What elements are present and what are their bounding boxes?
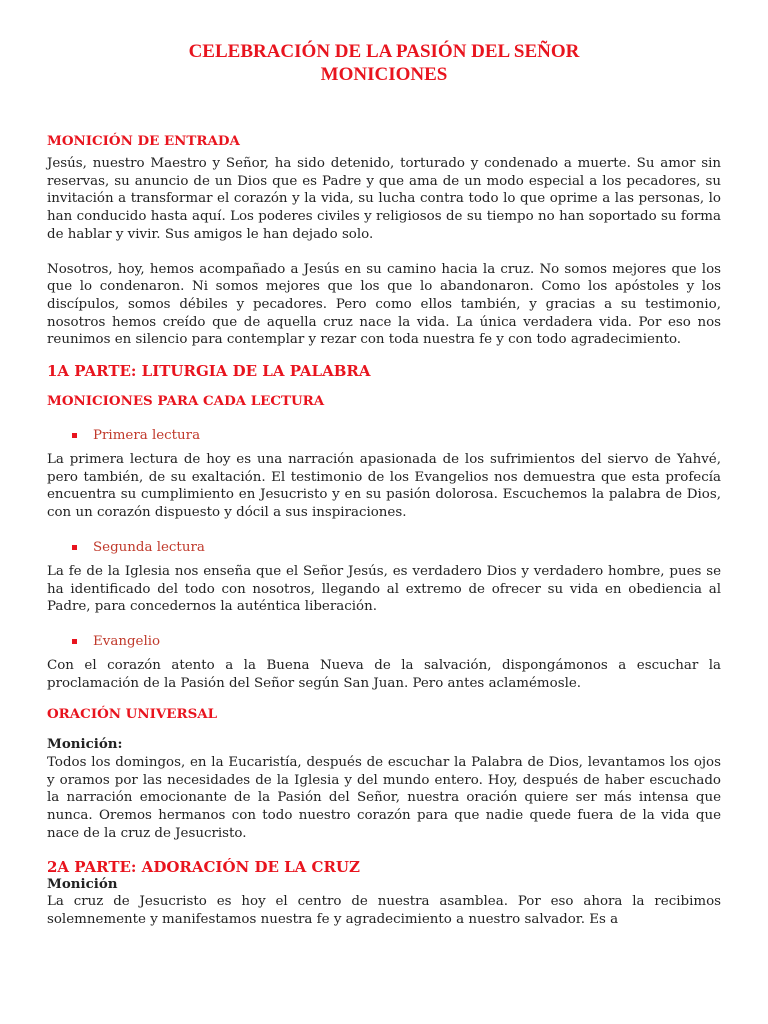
heading-parte-2: 2A PARTE: ADORACIÓN DE LA CRUZ — [47, 857, 360, 876]
segunda-lectura-text: La fe de la Iglesia nos enseña que el Señor Jesús, es verdadero Dios y verdadero hombre, pues se ha identificado del todo con nosotros, llegando al extremo de ofrecer su vida en obediencia al Padre, para concedernos la auténtica liberación. — [47, 563, 721, 615]
parte2-text: La cruz de Jesucristo es hoy el centro de nuestra asamblea. Por eso ahora la recibimos solemnemente y manifestamos nuestra fe y agradecimiento a nuestro salvador. Es a — [47, 894, 721, 927]
bullet-square-icon — [72, 433, 77, 438]
bullet-evangelio — [47, 633, 721, 650]
entrada-paragraph-2: Nosotros, hoy, hemos acompañado a Jesús en su camino hacia la cruz. No somos mejores que los que lo condenaron. Ni somos mejores que los que lo abandonaron. Como los apóstoles y los discípulos, somos débiles y pecadores. Pero como ellos también, y gracias a su testimonio, nosotros hemos creído que de aquella cruz nace la vida. La única verdadera vida. Por eso nos reunimos en silencio para contemplar y rezar con toda nuestra fe y con todo agradecimiento. — [47, 261, 721, 348]
heading-oracion-universal: ORACIÓN UNIVERSAL — [47, 706, 218, 723]
entrada-paragraph-1: Jesús, nuestro Maestro y Señor, ha sido detenido, torturado y condenado a muerte. Su amor sin reservas, su anuncio de un Dios que es Padre y que ama de un modo especial a los pecadores, su invitación a transformar el corazón y la vida, su lucha contra todo lo que oprime a las personas, lo han conducido hasta aquí. Los poderes civiles y religiosos de su tiempo no han soportado su forma de hablar y vivir. Sus amigos le han dejado solo. — [47, 156, 721, 242]
evangelio-text: Con el corazón atento a la Buena Nueva de la salvación, dispongámonos a escuchar la proclamación de la Pasión del Señor según San Juan. Pero antes aclamémosle. — [47, 657, 721, 691]
bullet-segunda-lectura — [47, 539, 721, 556]
bullet-primera-lectura — [47, 427, 721, 444]
bullet-label: Primera lectura — [93, 428, 201, 444]
bullet-label: Evangelio — [93, 633, 161, 649]
heading-moniciones-lectura: MONICIONES PARA CADA LECTURA — [47, 393, 325, 410]
bullet-square-icon — [72, 545, 77, 550]
parte2-monicion-label: Monición — [47, 875, 118, 892]
primera-lectura-text: La primera lectura de hoy es una narración apasionada de los sufrimientos del siervo de Yahvé, pero también, de su exaltación. El testimonio de los Evangelios nos demuestra que esta profecía encuentra su cumplimiento en Jesucristo y en su pasión dolorosa. Escuchemos la palabra de Dios, con un corazón dispuesto y dócil a sus inspiraciones. — [47, 452, 721, 521]
document-subtitle: MONICIONES — [320, 64, 448, 85]
bullet-square-icon — [72, 639, 77, 644]
document-title: CELEBRACIÓN DE LA PASIÓN DEL SEÑOR — [188, 41, 580, 62]
bullet-label: Segunda lectura — [93, 539, 205, 555]
oracion-monicion-label: Monición: — [47, 736, 123, 753]
heading-monicion-entrada: MONICIÓN DE ENTRADA — [47, 133, 240, 149]
heading-parte-1: 1A PARTE: LITURGIA DE LA PALABRA — [47, 362, 371, 381]
oracion-text: Todos los domingos, en la Eucaristía, después de escuchar la Palabra de Dios, levantamos los ojos y oramos por las necesidades de la Iglesia y del mundo entero. Hoy, después de haber escuchado la narración emocionante de la Pasión del Señor, nuestra oración quiere ser más intensa que nunca. Oremos hermanos con todo nuestro corazón para que nadie quede fuera de la vida que nace de la cruz de Jesucristo. — [47, 755, 721, 841]
